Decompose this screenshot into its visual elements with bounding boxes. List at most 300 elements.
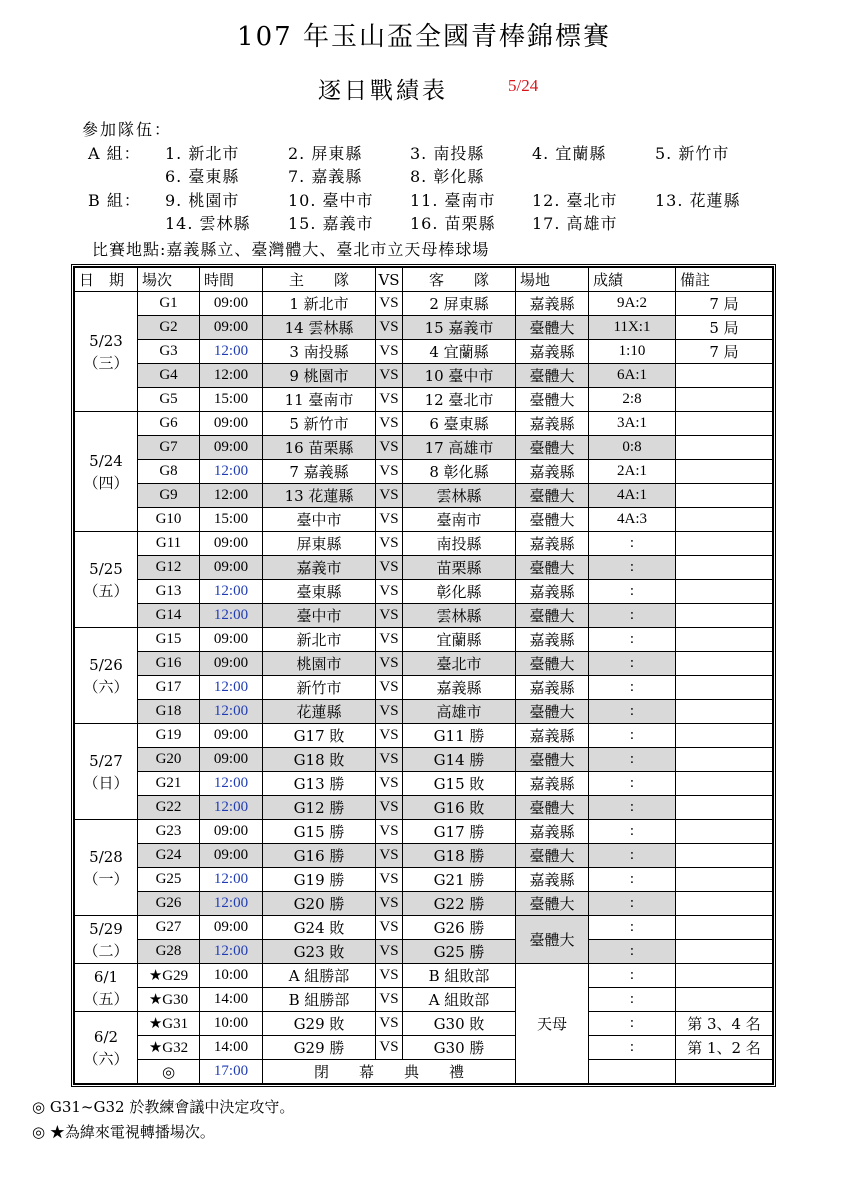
header-game: 場次 xyxy=(138,268,200,292)
vs-label: VS xyxy=(376,700,403,724)
away-team: 10 臺中市 xyxy=(403,364,516,388)
game-time: 14:00 xyxy=(200,988,263,1012)
weekday-text: （六） xyxy=(83,677,129,696)
away-team: 雲林縣 xyxy=(403,604,516,628)
away-team: 12 臺北市 xyxy=(403,388,516,412)
team-item: 3. 南投縣 xyxy=(410,144,485,163)
vs-label: VS xyxy=(376,1012,403,1036)
vs-label: VS xyxy=(376,1036,403,1060)
game-id: G12 xyxy=(138,556,200,580)
table-row xyxy=(75,724,773,748)
header-note: 備註 xyxy=(676,268,773,292)
venue: 臺體大 xyxy=(516,604,589,628)
note xyxy=(676,964,773,988)
note xyxy=(676,556,773,580)
score: 0:8 xyxy=(589,436,676,460)
table-row xyxy=(75,316,773,340)
team-item: 8. 彰化縣 xyxy=(410,167,485,186)
table-row xyxy=(75,820,773,844)
score: : xyxy=(589,532,676,556)
home-team: 13 花蓮縣 xyxy=(263,484,376,508)
game-id: G16 xyxy=(138,652,200,676)
away-team: G14 勝 xyxy=(403,748,516,772)
home-team: G29 敗 xyxy=(263,1012,376,1036)
note xyxy=(676,628,773,652)
score: : xyxy=(589,1012,676,1036)
table-row xyxy=(75,484,773,508)
score: : xyxy=(589,1036,676,1060)
header-away: 客 隊 xyxy=(403,268,516,292)
game-id: G2 xyxy=(138,316,200,340)
header-score: 成績 xyxy=(589,268,676,292)
game-time: 12:00 xyxy=(200,868,263,892)
date-cell xyxy=(75,532,138,628)
game-id: G7 xyxy=(138,436,200,460)
team-item: 6. 臺東縣 xyxy=(165,167,240,186)
score: : xyxy=(589,652,676,676)
game-time: 12:00 xyxy=(200,892,263,916)
empty-score xyxy=(589,1060,676,1084)
note xyxy=(676,652,773,676)
venue: 臺體大 xyxy=(516,748,589,772)
home-team: G23 敗 xyxy=(263,940,376,964)
vs-label: VS xyxy=(376,508,403,532)
game-id: G28 xyxy=(138,940,200,964)
team-item: 14. 雲林縣 xyxy=(165,214,251,233)
table-row xyxy=(75,892,773,916)
venue: 臺體大 xyxy=(516,508,589,532)
home-team: 5 新竹市 xyxy=(263,412,376,436)
away-team: A 組敗部 xyxy=(403,988,516,1012)
team-item: 10. 臺中市 xyxy=(288,191,374,210)
vs-label: VS xyxy=(376,748,403,772)
game-time: 12:00 xyxy=(200,700,263,724)
score: 1:10 xyxy=(589,340,676,364)
note: 第 3、4 名 xyxy=(676,1012,773,1036)
score: : xyxy=(589,676,676,700)
score: 4A:1 xyxy=(589,484,676,508)
game-time: 09:00 xyxy=(200,292,263,316)
home-team: 臺東縣 xyxy=(263,580,376,604)
home-team: G15 勝 xyxy=(263,820,376,844)
note xyxy=(676,916,773,940)
vs-label: VS xyxy=(376,580,403,604)
note xyxy=(676,532,773,556)
game-time: 09:00 xyxy=(200,412,263,436)
vs-label: VS xyxy=(376,796,403,820)
date-text: 5/23 xyxy=(89,331,123,350)
table-row xyxy=(75,508,773,532)
date-cell xyxy=(75,820,138,916)
header-venue: 場地 xyxy=(516,268,589,292)
game-id: G8 xyxy=(138,460,200,484)
away-team: 17 高雄市 xyxy=(403,436,516,460)
vs-label: VS xyxy=(376,364,403,388)
home-team: 桃園市 xyxy=(263,652,376,676)
game-id: G3 xyxy=(138,340,200,364)
weekday-text: （三） xyxy=(83,353,129,372)
table-row xyxy=(75,964,773,988)
home-team: G12 勝 xyxy=(263,796,376,820)
report-date: 5/24 xyxy=(508,76,539,95)
closing-time: 17:00 xyxy=(200,1060,263,1084)
home-team: G18 敗 xyxy=(263,748,376,772)
venue: 臺體大 xyxy=(516,796,589,820)
weekday-text: （二） xyxy=(83,941,129,960)
weekday-text: （五） xyxy=(83,581,129,600)
venue: 臺體大 xyxy=(516,316,589,340)
team-item: 5. 新竹市 xyxy=(655,144,730,163)
table-row xyxy=(75,988,773,1012)
note xyxy=(676,484,773,508)
vs-label: VS xyxy=(376,556,403,580)
score: : xyxy=(589,580,676,604)
table-row xyxy=(75,1012,773,1036)
note xyxy=(676,580,773,604)
game-id: G5 xyxy=(138,388,200,412)
game-id: G21 xyxy=(138,772,200,796)
table-row xyxy=(75,652,773,676)
note xyxy=(676,388,773,412)
score: 2:8 xyxy=(589,388,676,412)
score: : xyxy=(589,772,676,796)
note xyxy=(676,940,773,964)
team-item: 15. 嘉義市 xyxy=(288,214,374,233)
team-item: 16. 苗栗縣 xyxy=(410,214,496,233)
note xyxy=(676,508,773,532)
closing-label: 閉 幕 典 禮 xyxy=(263,1060,516,1084)
venue: 臺體大 xyxy=(516,484,589,508)
table-row xyxy=(75,604,773,628)
game-id: G22 xyxy=(138,796,200,820)
away-team: G30 勝 xyxy=(403,1036,516,1060)
table-row xyxy=(75,580,773,604)
table-row xyxy=(75,916,773,940)
vs-label: VS xyxy=(376,532,403,556)
vs-label: VS xyxy=(376,772,403,796)
note xyxy=(676,988,773,1012)
closing-mark: ◎ xyxy=(138,1060,200,1084)
home-team: 11 臺南市 xyxy=(263,388,376,412)
venue: 臺體大 xyxy=(516,892,589,916)
home-team: 屏東縣 xyxy=(263,532,376,556)
score: : xyxy=(589,964,676,988)
note xyxy=(676,724,773,748)
home-team: 9 桃園市 xyxy=(263,364,376,388)
home-team: G29 勝 xyxy=(263,1036,376,1060)
away-team: 8 彰化縣 xyxy=(403,460,516,484)
venue: 臺體大 xyxy=(516,388,589,412)
date-text: 5/25 xyxy=(89,559,123,578)
note xyxy=(676,820,773,844)
vs-label: VS xyxy=(376,340,403,364)
game-time: 09:00 xyxy=(200,316,263,340)
game-id: G15 xyxy=(138,628,200,652)
table-row xyxy=(75,340,773,364)
game-id: ★G30 xyxy=(138,988,200,1012)
team-item: 7. 嘉義縣 xyxy=(288,167,363,186)
game-time: 12:00 xyxy=(200,484,263,508)
game-time: 12:00 xyxy=(200,340,263,364)
table-row xyxy=(75,748,773,772)
score: : xyxy=(589,748,676,772)
note xyxy=(676,844,773,868)
game-id: G26 xyxy=(138,892,200,916)
score: 3A:1 xyxy=(589,412,676,436)
game-id: G6 xyxy=(138,412,200,436)
vs-label: VS xyxy=(376,988,403,1012)
vs-label: VS xyxy=(376,868,403,892)
game-time: 15:00 xyxy=(200,508,263,532)
venue: 臺體大 xyxy=(516,556,589,580)
page-title: 107 年玉山盃全國青棒錦標賽 xyxy=(237,22,611,52)
date-text: 6/1 xyxy=(93,967,119,986)
schedule-table xyxy=(71,264,776,1087)
away-team: 高雄市 xyxy=(403,700,516,724)
game-time: 12:00 xyxy=(200,796,263,820)
group-a-label: A 組： xyxy=(88,144,141,163)
note xyxy=(676,460,773,484)
game-time: 12:00 xyxy=(200,580,263,604)
away-team: 宜蘭縣 xyxy=(403,628,516,652)
weekday-text: （一） xyxy=(83,869,129,888)
date-cell xyxy=(75,1012,138,1084)
venue: 臺體大 xyxy=(516,652,589,676)
vs-label: VS xyxy=(376,484,403,508)
game-id: G10 xyxy=(138,508,200,532)
vs-label: VS xyxy=(376,604,403,628)
away-team: G16 敗 xyxy=(403,796,516,820)
venue: 嘉義縣 xyxy=(516,532,589,556)
game-id: G19 xyxy=(138,724,200,748)
away-team: G15 敗 xyxy=(403,772,516,796)
home-team: 新竹市 xyxy=(263,676,376,700)
team-item: 13. 花蓮縣 xyxy=(655,191,741,210)
home-team: 花蓮縣 xyxy=(263,700,376,724)
home-team: B 組勝部 xyxy=(263,988,376,1012)
table-row xyxy=(75,628,773,652)
game-time: 15:00 xyxy=(200,388,263,412)
home-team: 新北市 xyxy=(263,628,376,652)
venue: 嘉義縣 xyxy=(516,676,589,700)
note xyxy=(676,436,773,460)
home-team: 14 雲林縣 xyxy=(263,316,376,340)
table-row xyxy=(75,460,773,484)
date-text: 5/27 xyxy=(89,751,123,770)
score: : xyxy=(589,628,676,652)
score: : xyxy=(589,724,676,748)
game-time: 10:00 xyxy=(200,964,263,988)
note-1: ◎ G31~G32 於教練會議中決定攻守。 xyxy=(32,1098,295,1116)
table-header-row xyxy=(75,268,773,292)
venue: 臺體大 xyxy=(516,844,589,868)
table-row xyxy=(75,772,773,796)
game-id: G25 xyxy=(138,868,200,892)
note: 5 局 xyxy=(676,316,773,340)
game-id: ★G31 xyxy=(138,1012,200,1036)
game-time: 09:00 xyxy=(200,748,263,772)
away-team: G17 勝 xyxy=(403,820,516,844)
group-b-row-2 xyxy=(0,211,848,235)
home-team: G24 敗 xyxy=(263,916,376,940)
score: : xyxy=(589,796,676,820)
date-cell xyxy=(75,412,138,532)
note xyxy=(676,868,773,892)
away-team: G22 勝 xyxy=(403,892,516,916)
home-team: 臺中市 xyxy=(263,604,376,628)
venue: 嘉義縣 xyxy=(516,292,589,316)
away-team: 2 屏東縣 xyxy=(403,292,516,316)
vs-label: VS xyxy=(376,412,403,436)
home-team: G19 勝 xyxy=(263,868,376,892)
weekday-text: （四） xyxy=(83,473,129,492)
venue: 臺體大 xyxy=(516,916,589,964)
game-time: 09:00 xyxy=(200,556,263,580)
venue: 嘉義縣 xyxy=(516,820,589,844)
table-row xyxy=(75,700,773,724)
note xyxy=(676,604,773,628)
vs-label: VS xyxy=(376,316,403,340)
away-team: 南投縣 xyxy=(403,532,516,556)
game-time: 10:00 xyxy=(200,1012,263,1036)
score: 2A:1 xyxy=(589,460,676,484)
vs-label: VS xyxy=(376,724,403,748)
score: : xyxy=(589,604,676,628)
venue: 嘉義縣 xyxy=(516,628,589,652)
date-cell xyxy=(75,916,138,964)
venue: 臺體大 xyxy=(516,436,589,460)
team-item: 17. 高雄市 xyxy=(532,214,618,233)
team-item: 2. 屏東縣 xyxy=(288,144,363,163)
home-team: 嘉義市 xyxy=(263,556,376,580)
game-id: G4 xyxy=(138,364,200,388)
group-a-row-2 xyxy=(0,164,848,188)
table-row xyxy=(75,292,773,316)
note xyxy=(676,676,773,700)
venue: 嘉義縣 xyxy=(516,868,589,892)
note xyxy=(676,412,773,436)
game-time: 12:00 xyxy=(200,364,263,388)
header-time: 時間 xyxy=(200,268,263,292)
game-id: ★G32 xyxy=(138,1036,200,1060)
vs-label: VS xyxy=(376,652,403,676)
table-row xyxy=(75,796,773,820)
away-team: G11 勝 xyxy=(403,724,516,748)
away-team: 臺北市 xyxy=(403,652,516,676)
game-time: 09:00 xyxy=(200,628,263,652)
game-time: 09:00 xyxy=(200,436,263,460)
score: 11X:1 xyxy=(589,316,676,340)
game-id: G14 xyxy=(138,604,200,628)
note: 第 1、2 名 xyxy=(676,1036,773,1060)
venue: 嘉義縣 xyxy=(516,340,589,364)
home-team: 1 新北市 xyxy=(263,292,376,316)
vs-label: VS xyxy=(376,628,403,652)
table-row xyxy=(75,556,773,580)
vs-label: VS xyxy=(376,892,403,916)
score: : xyxy=(589,940,676,964)
game-time: 09:00 xyxy=(200,844,263,868)
away-team: B 組敗部 xyxy=(403,964,516,988)
away-team: G18 勝 xyxy=(403,844,516,868)
venue: 嘉義縣 xyxy=(516,772,589,796)
away-team: 6 臺東縣 xyxy=(403,412,516,436)
table-row xyxy=(75,364,773,388)
note: 7 局 xyxy=(676,292,773,316)
game-id: G18 xyxy=(138,700,200,724)
table-row xyxy=(75,388,773,412)
home-team: 16 苗栗縣 xyxy=(263,436,376,460)
away-team: 4 宜蘭縣 xyxy=(403,340,516,364)
game-id: G9 xyxy=(138,484,200,508)
game-id: G23 xyxy=(138,820,200,844)
game-id: G13 xyxy=(138,580,200,604)
date-cell xyxy=(75,292,138,412)
away-team: G26 勝 xyxy=(403,916,516,940)
header-vs: VS xyxy=(376,268,403,292)
game-time: 12:00 xyxy=(200,940,263,964)
table-row xyxy=(75,436,773,460)
date-text: 5/28 xyxy=(89,847,123,866)
venue: 嘉義縣 xyxy=(516,580,589,604)
game-time: 12:00 xyxy=(200,460,263,484)
venue: 臺體大 xyxy=(516,364,589,388)
closing-row xyxy=(75,1060,773,1084)
vs-label: VS xyxy=(376,820,403,844)
note xyxy=(676,364,773,388)
note xyxy=(676,748,773,772)
vs-label: VS xyxy=(376,964,403,988)
home-team: G16 勝 xyxy=(263,844,376,868)
table-row xyxy=(75,1036,773,1060)
score: : xyxy=(589,556,676,580)
vs-label: VS xyxy=(376,676,403,700)
venue: 嘉義縣 xyxy=(516,412,589,436)
away-team: 雲林縣 xyxy=(403,484,516,508)
note: 7 局 xyxy=(676,340,773,364)
vs-label: VS xyxy=(376,436,403,460)
table-row xyxy=(75,844,773,868)
game-id: G1 xyxy=(138,292,200,316)
date-text: 5/26 xyxy=(89,655,123,674)
note xyxy=(676,700,773,724)
team-item: 11. 臺南市 xyxy=(410,191,496,210)
away-team: 苗栗縣 xyxy=(403,556,516,580)
header-date: 日 期 xyxy=(75,268,138,292)
away-team: G30 敗 xyxy=(403,1012,516,1036)
venue: 天母 xyxy=(516,964,589,1084)
score: : xyxy=(589,700,676,724)
score: : xyxy=(589,988,676,1012)
empty-note xyxy=(676,1060,773,1084)
weekday-text: （五） xyxy=(83,989,129,1008)
group-b-label: B 組： xyxy=(88,191,141,210)
score: : xyxy=(589,916,676,940)
note xyxy=(676,796,773,820)
venue-line: 比賽地點:嘉義縣立、臺灣體大、臺北市立天母棒球場 xyxy=(92,240,490,259)
away-team: G21 勝 xyxy=(403,868,516,892)
game-time: 09:00 xyxy=(200,532,263,556)
game-time: 09:00 xyxy=(200,652,263,676)
table-row xyxy=(75,940,773,964)
note xyxy=(676,892,773,916)
vs-label: VS xyxy=(376,940,403,964)
subtitle-row xyxy=(0,72,848,106)
game-id: G11 xyxy=(138,532,200,556)
weekday-text: （日） xyxy=(83,773,129,792)
game-id: G20 xyxy=(138,748,200,772)
team-item: 1. 新北市 xyxy=(165,144,240,163)
